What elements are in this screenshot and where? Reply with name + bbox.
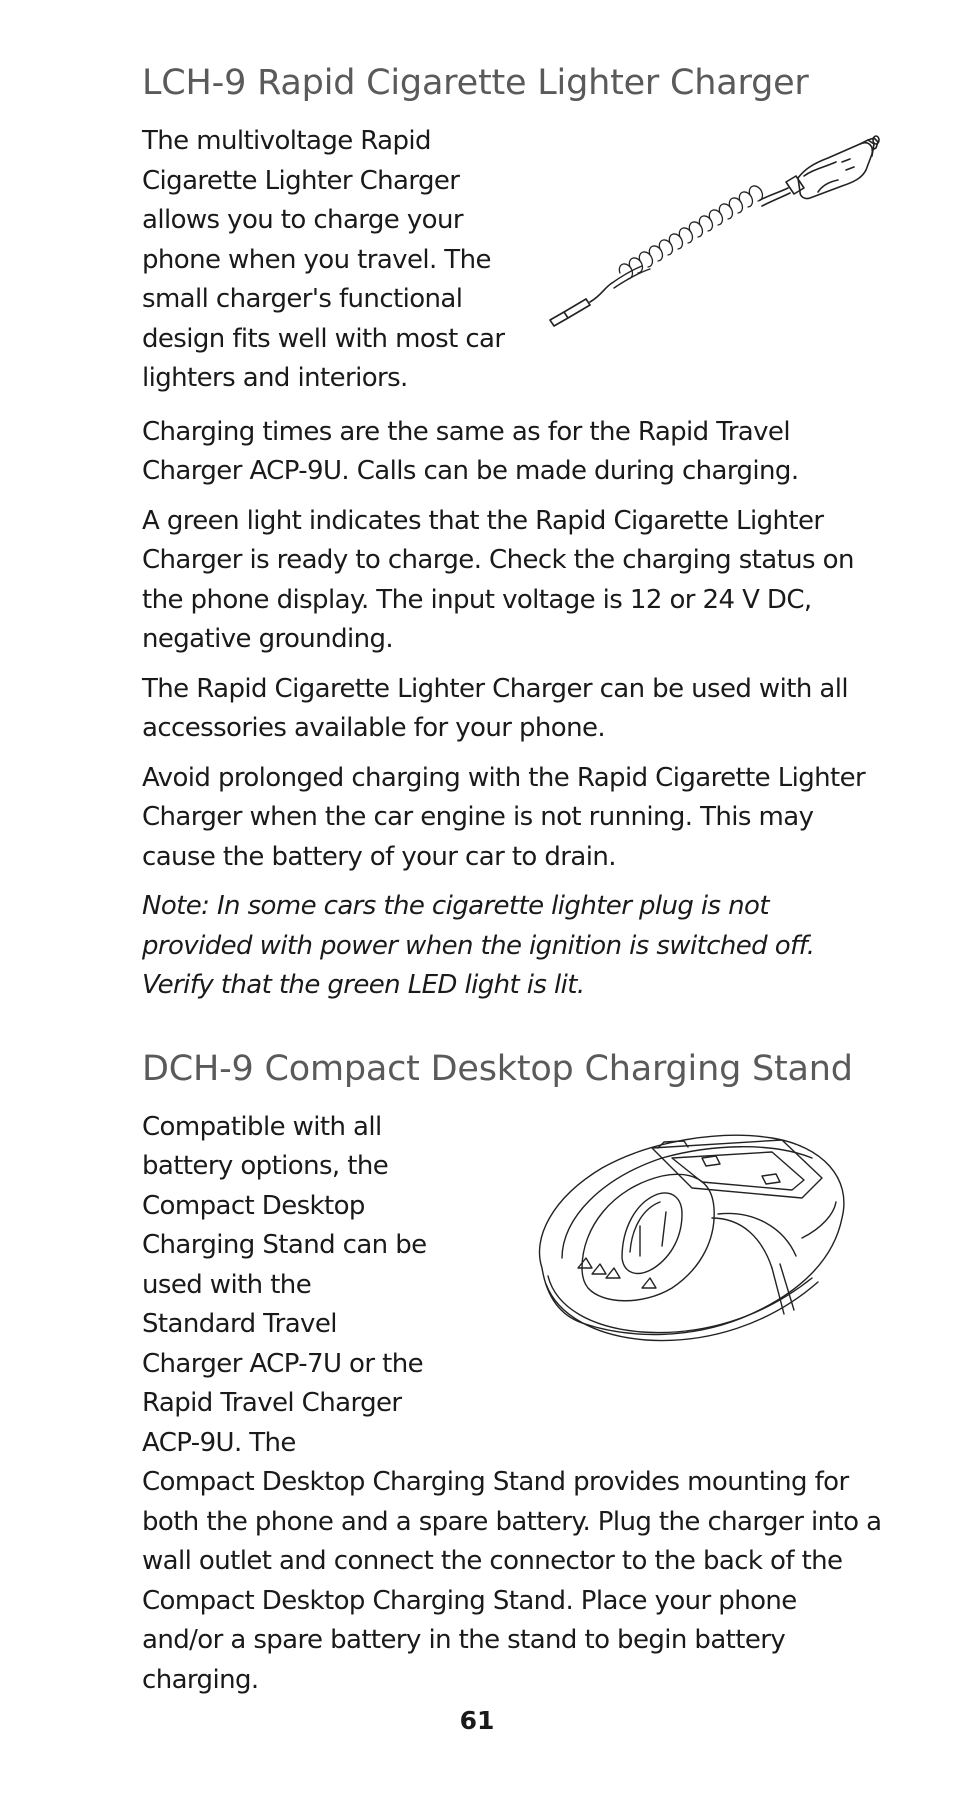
dch9-continuation: Compact Desktop Charging Stand provides mounting for both the phone and a spare battery. Plug the charger into a wall outlet and connect the connector to the back of the Compact Desktop Charging Stand. Place your phone and/or a spare battery in the stand to begin battery charging.: [142, 1467, 882, 1695]
lch9-intro-row: [142, 122, 882, 399]
cigarette-lighter-charger-icon: [542, 130, 882, 334]
dch9-intro-text: Compatible with all battery options, the Compact Desktop Charging Stand can be used with the Standard Travel Charger ACP-7U or the Rapid Travel Charger ACP-9U. The: [142, 1111, 427, 1458]
section-title-lch9: LCH-9 Rapid Cigarette Lighter Charger: [142, 63, 809, 103]
lch9-paragraph-2: A green light indicates that the Rapid Cigarette Lighter Charger is ready to charge. Check the charging status on the phone display. The input voltage is 12 or 24 V DC, negative grounding.: [142, 505, 854, 654]
lch9-paragraph-3: The Rapid Cigarette Lighter Charger can be used with all accessories available for your phone.: [142, 673, 848, 743]
lch9-intro-text: The multivoltage Rapid Cigarette Lighter Charger allows you to charge your phone when you travel. The small charger's functional design fits well with most car lighters and interiors.: [142, 126, 505, 393]
desktop-charging-stand-icon: [522, 1118, 862, 1362]
lch9-paragraph-1: Charging times are the same as for the Rapid Travel Charger ACP-9U. Calls can be made during charging.: [142, 416, 799, 486]
dch9-intro-row: [142, 1108, 882, 1464]
lch9-note: Note: In some cars the cigarette lighter plug is not provided with power when the ignition is switched off. Verify that the green LED light is lit.: [142, 891, 815, 1000]
page-content: [142, 62, 882, 1700]
section-title-dch9: DCH-9 Compact Desktop Charging Stand: [142, 1048, 853, 1089]
lch9-paragraph-4: Avoid prolonged charging with the Rapid Cigarette Lighter Charger when the car engine is not running. This may cause the battery of your car to drain.: [142, 762, 866, 872]
page-number: 61: [459, 1706, 495, 1735]
